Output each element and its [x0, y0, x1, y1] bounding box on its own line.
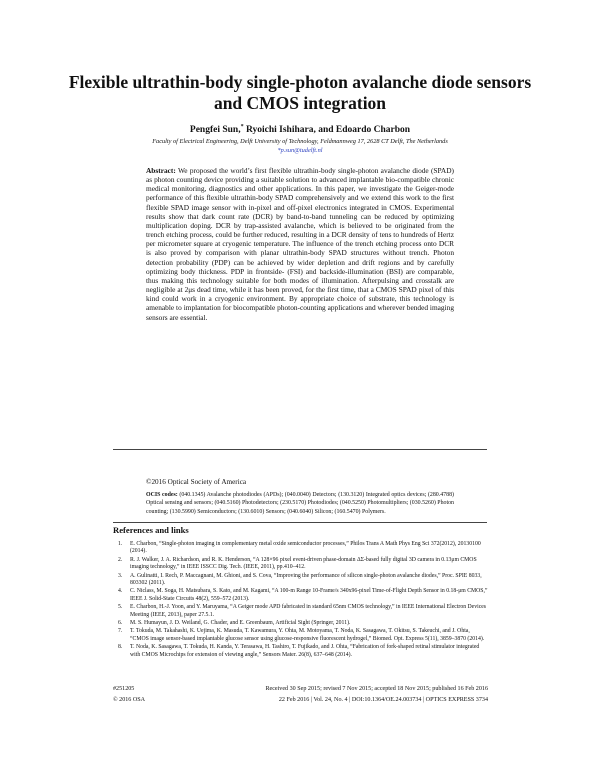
ocis-text: (040.1345) Avalanche photodiodes (APDs); (040.0040) Detectors; (130.3120) Integrated optics devices; (280.4788) Optical sensing and sensors; (040.5160) Photodetectors; (230.5170) Photodiodes; (040.5250) Photomultipliers; (030.5260) Photon counting; (130.5990) Semiconductors; (130.6010) Sensors; (040.6040) Silicon; (160.5470) Polymers.	[146, 492, 454, 515]
manuscript-id: #251205	[113, 686, 135, 692]
divider-bottom	[113, 522, 487, 523]
affiliation-text: Faculty of Electrical Engineering, Delft University of Technology, Feldmannweg 17, 2628 CT Delft, The Netherlands	[152, 138, 448, 145]
reference-number: 1.	[118, 541, 123, 547]
reference-number: 4.	[118, 588, 123, 595]
reference-text: M. S. Humayun, J. D. Weiland, G. Chader, and E. Greenbaum, Artificial Sight (Springer, 2011).	[130, 620, 351, 627]
reference-text: E. Charbon, H.-J. Yoon, and Y. Maruyama, “A Geiger mode APD fabricated in standard 65nm CMOS technology,” in IEEE International Electron Devices Meeting (IEEE, 2013), paper 27.5.1.	[130, 604, 487, 618]
reference-text: T. Noda, K. Sasagawa, T. Tokuda, H. Kanda, Y. Terasawa, H. Tashiro, T. Fujikado, and J. Ohta, “Fabrication of fork-shaped retinal stimulator integrated with CMOS Microchips for extension of viewing angle,” Sensors Mater. 26(8), 637–648 (2014).	[130, 644, 480, 658]
reference-number: 8.	[118, 644, 123, 651]
reference-item	[113, 628, 488, 643]
reference-text: T. Tokuda, M. Takahashi, K. Uejima, K. Masuda, T. Kawamura, Y. Ohta, M. Motoyama, T. Noda, K. Sasagawa, T. Okitsu, S. Takeuchi, and J. Ohta, “CMOS image sensor-based implantable glucose sensor using glucose-responsive fluorescent hydrogel,” Biomed. Opt. Express 5(11), 3859–3870 (2014).	[130, 628, 485, 642]
footer-row-2	[113, 695, 488, 706]
reference-item	[113, 604, 488, 619]
reference-number: 5.	[118, 604, 123, 611]
author-rest: Ryoichi Ishihara, and Edoardo Charbon	[243, 125, 411, 136]
author-email-link[interactable]: *p.sun@tudelft.nl	[277, 146, 323, 154]
abstract	[146, 166, 454, 322]
author-marker: *	[240, 124, 244, 130]
reference-number: 2.	[118, 556, 123, 563]
author-first: Pengfei Sun,	[189, 125, 241, 136]
copyright-notice: ©2016 Optical Society of America	[146, 478, 247, 486]
reference-item	[113, 573, 488, 588]
abstract-label: Abstract:	[146, 166, 176, 175]
reference-item	[113, 588, 488, 603]
reference-text: C. Niclass, M. Soga, H. Matsubara, S. Kato, and M. Kagami, “A 100-m Range 10-Frame/s 340x96-pixel Time-of-Flight Depth Sensor in 0.18-μm CMOS,” IEEE J. Solid-State Circuits 48(2), 559–572 (2013).	[130, 588, 488, 602]
references-heading: References and links	[113, 525, 189, 535]
ocis-codes	[146, 491, 454, 516]
ocis-label: OCIS codes:	[146, 492, 178, 498]
footer-row-1	[113, 684, 488, 695]
received-dates: Received 30 Sep 2015; revised 7 Nov 2015; accepted 18 Nov 2015; published 16 Feb 2016	[265, 686, 488, 692]
reference-text: A. Gulinatti, I. Rech, P. Maccagnani, M. Ghioni, and S. Cova, “Improving the performance of silicon single-photon avalanche diodes,” Proc. SPIE 8033, 803302 (2011).	[130, 572, 482, 587]
reference-item	[113, 620, 488, 627]
divider-top	[113, 449, 487, 450]
footer-copyright: © 2016 OSA	[113, 697, 146, 703]
journal-citation: 22 Feb 2016 | Vol. 24, No. 4 | DOI:10.1364/OE.24.003734 | OPTICS EXPRESS 3734	[278, 697, 488, 703]
affiliation	[116, 138, 484, 155]
reference-item	[113, 557, 488, 572]
reference-number: 7.	[118, 628, 123, 635]
reference-text: R. J. Walker, J. A. Richardson, and R. K. Henderson, “A 128×96 pixel event-driven phase-domain ΔΣ-based fully digital 3D camera in 0.13μm CMOS imaging technology,” in IEEE ISSCC Dig. Tech. (IEEE, 2011), pp.410–412.	[130, 556, 477, 571]
page-footer	[113, 684, 488, 706]
paper-title: Flexible ultrathin-body single-photon avalanche diode sensors and CMOS integration	[68, 72, 532, 113]
reference-number: 6.	[118, 620, 123, 627]
reference-item	[113, 541, 488, 556]
reference-text: E. Charbon, “Single-photon imaging in complementary metal oxide semiconductor processes,” Philos Trans A Math Phys Eng Sci 372(2012), 20130100 (2014).	[130, 541, 481, 555]
abstract-body: We proposed the world’s first flexible ultrathin-body single-photon avalanche diode (SPAD) as photon counting device providing a suitable solution to advanced implantable bio-compatible chronic medical monitoring, diagnostics and other applications. In this paper, we investigate the Geiger-mode performance of this flexible ultrathin-body SPAD comprehensively and we extend this work to the first flexible SPAD image sensor with in-pixel and off-pixel electronics integrated in CMOS. Experimental results show that dark count rate (DCR) by band-to-band tunneling can be reduced by optimizing multiplication doping. DCR by trap-assisted avalanche, which is believed to be originated from the trench etching process, could be further reduced, resulting in a DCR density of tens to hundreds of Hertz per micrometer square at cryogenic temperature. The influence of the trench etching process onto DCR is also proved by comparison with planar ultrathin-body SPAD structures without trench. Photon detection probability (PDP) can be achieved by wider depletion and drift regions and by carefully optimizing body thickness. PDP in frontside- (FSI) and backside-illumination (BSI) are comparable, thus making this technology suitable for both modes of illumination. Afterpulsing and crosstalk are negligible at 2μs dead time, while it has been proved, for the first time, that a CMOS SPAD pixel of this kind could work in a cryogenic environment. By appropriate choice of substrate, this technology is amenable to implantation for biocompatible photon-counting applications and wherever bended imaging sensors are essential.	[146, 166, 454, 322]
reference-list	[113, 541, 488, 660]
reference-number: 3.	[118, 572, 123, 579]
author-list	[60, 124, 540, 135]
reference-item	[113, 644, 488, 659]
